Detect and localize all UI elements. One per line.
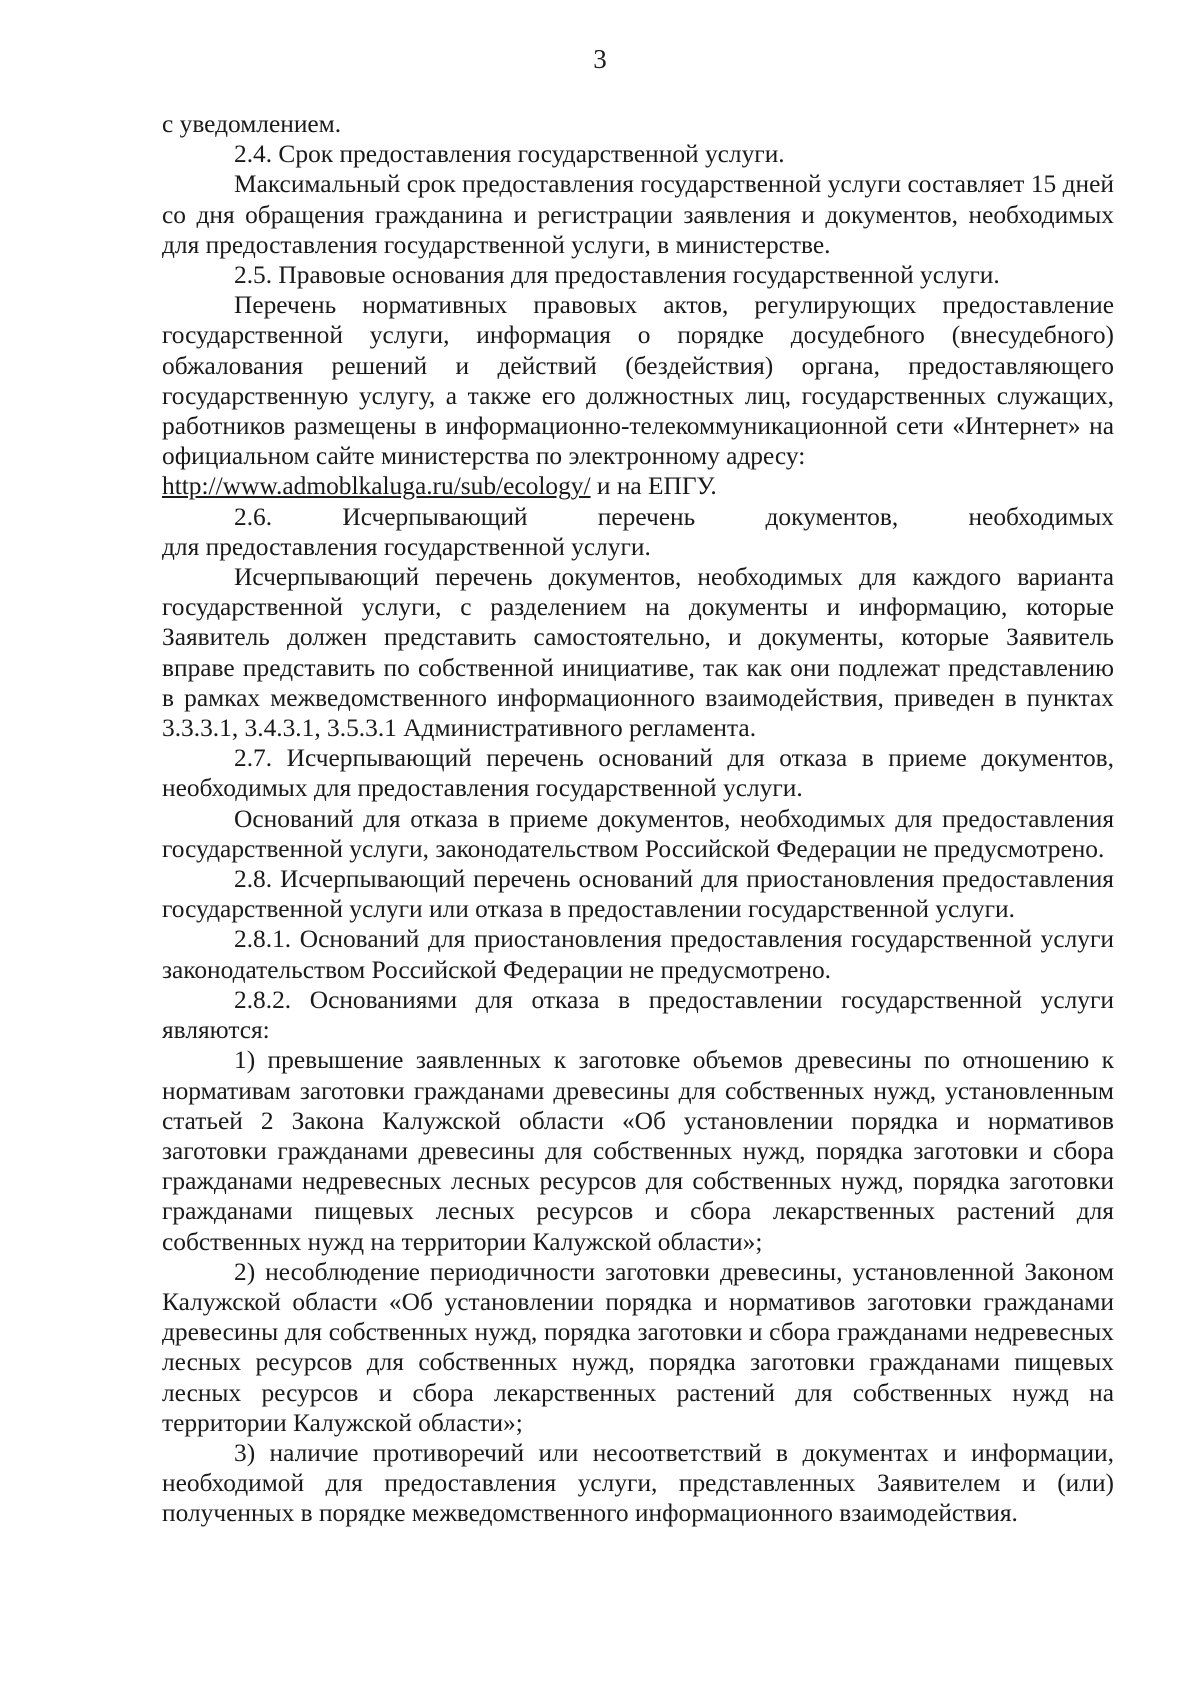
list-item-1: 1) превышение заявленных к заготовке объемов древесины по отношению к нормативам заготовки гражданами древесины для собственных нужд, установленным статьей 2 Закона Калужской области «Об установлении порядка и нормативов заготовки гражданами древесины для собственных нужд, порядка заготовки и сбора гражданами недревесных лесных ресурсов для собственных нужд, порядка заготовки гражданами пищевых лесных ресурсов и сбора лекарственных растений для собственных нужд на территории Калужской области»; — [162, 1046, 1114, 1256]
heading-word: 2.6. — [234, 502, 273, 531]
page-number: 3 — [593, 44, 607, 74]
legal-basis-tail: и на ЕПГУ. — [590, 472, 717, 501]
document-body — [162, 109, 1114, 1529]
heading-word: перечень — [597, 502, 696, 531]
paragraph-2-8-2: 2.8.2. Основаниями для отказа в предоставлении государственной услуги являются: — [162, 985, 1114, 1045]
list-item-2: 2) несоблюдение периодичности заготовки древесины, установленной Законом Калужской области «Об установлении порядка и нормативов заготовки гражданами древесины для собственных нужд, порядка заготовки и сбора гражданами недревесных лесных ресурсов для собственных нужд, порядка заготовки гражданами пищевых лесных ресурсов и сбора лекарственных растений для собственных нужд на территории Калужской области»; — [162, 1257, 1114, 1437]
section-heading-2-7: 2.7. Исчерпывающий перечень оснований для отказа в приеме документов, необходимых для предоставления государственной услуги. — [162, 744, 1114, 803]
paragraph-documents-list: Исчерпывающий перечень документов, необходимых для каждого варианта государственной услуги, с разделением на документы и информацию, которые Заявитель должен представить самостоятельно, и документы, которые Заявитель вправе представить по собственной инициативе, так как они подлежат представлению в рамках межведомственного информационного взаимодействия, приведен в пунктах 3.3.3.1, 3.4.3.1, 3.5.3.1 Административного регламента. — [162, 563, 1114, 743]
section-heading-2-5: 2.5. Правовые основания для предоставления государственной услуги. — [234, 261, 1000, 290]
paragraph-legal-basis — [162, 290, 1114, 501]
list-item-3: 3) наличие противоречий или несоответствий в документах и информации, необходимой для предоставления услуги, представленных Заявителем и (или) полученных в порядке межведомственного информационного взаимодействия. — [162, 1438, 1114, 1528]
paragraph-2-8-1: 2.8.1. Оснований для приостановления предоставления государственной услуги законодательством Российской Федерации не предусмотрено. — [162, 925, 1114, 984]
paragraph-service-term: Максимальный срок предоставления государственной услуги составляет 15 дней со дня обращения гражданина и регистрации заявления и документов, необходимых для предоставления государственной услуги, в министерстве. — [162, 170, 1114, 259]
heading-word: необходимых — [968, 502, 1114, 531]
section-heading-2-4: 2.4. Срок предоставления государственной услуги. — [234, 140, 785, 169]
section-heading-2-8: 2.8. Исчерпывающий перечень оснований для приостановления предоставления государственной услуги или отказа в предоставлении государственной услуги. — [162, 865, 1114, 924]
section-heading-2-6 — [162, 502, 1114, 532]
ministry-website-link[interactable]: http://www.admoblkaluga.ru/sub/ecology/ — [162, 472, 591, 501]
paragraph-continuation: с уведомлением. — [162, 110, 342, 138]
section-heading-2-6-tail: для предоставления государственной услуги. — [162, 532, 651, 561]
heading-word: Исчерпывающий — [342, 502, 528, 531]
paragraph-no-refusal-grounds: Оснований для отказа в приеме документов, необходимых для предоставления государственной услуги, законодательством Российской Федерации не предусмотрено. — [162, 804, 1114, 863]
legal-basis-text: Перечень нормативных правовых актов, регулирующих предоставление государственной услуги, информация о порядке досудебного (внесудебного) обжалования решений и действий (бездействия) органа, предоставляющего государственную услугу, а также его должностных лиц, государственных служащих, работников размещены в информационно-телекоммуникационной сети «Интернет» на официальном сайте министерства по электронному адресу: — [162, 291, 1114, 471]
heading-word: документов, — [765, 502, 899, 531]
